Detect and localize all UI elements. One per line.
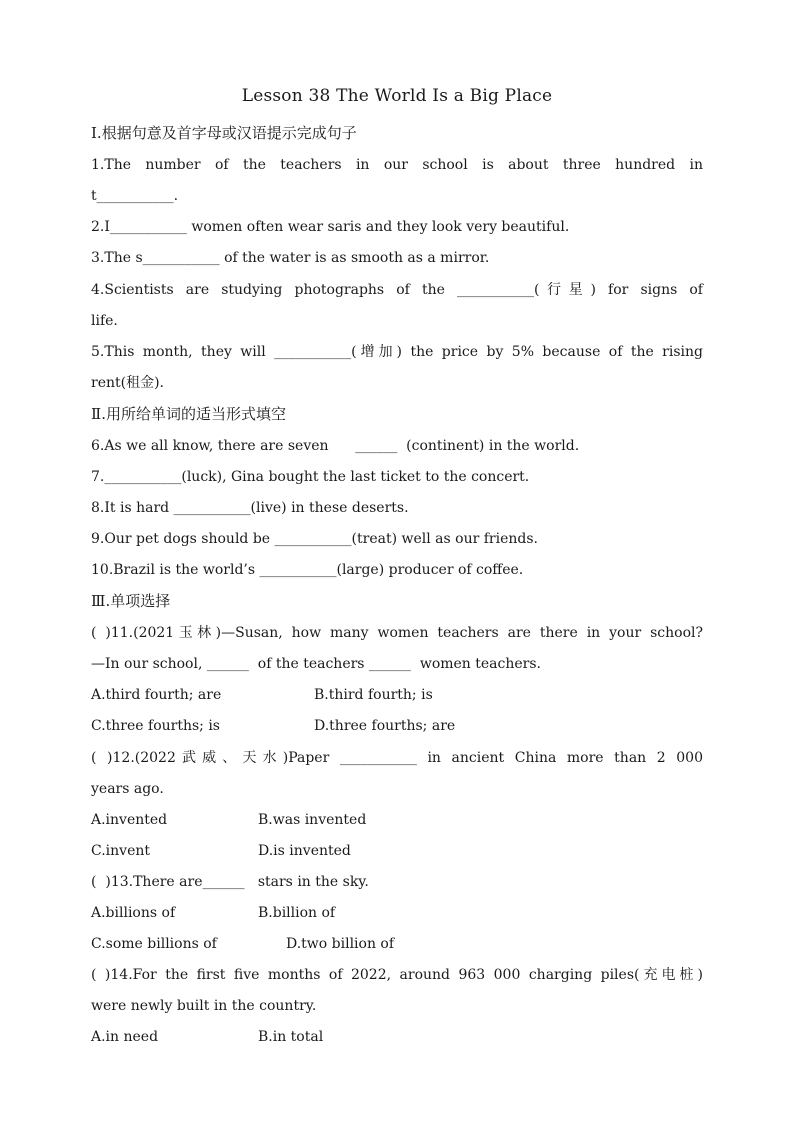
question-11-option-a: A.third fourth; are — [91, 687, 222, 703]
question-12-option-a: A.invented — [91, 812, 168, 828]
question-14-option-a: A.in need — [91, 1029, 159, 1045]
section-3-heading: Ⅲ.单项选择 — [91, 592, 171, 610]
question-11-line-2: —In our school, ______ of the teachers ______ women teachers. — [91, 656, 541, 672]
question-13-option-b: B.billion of — [258, 905, 336, 921]
question-5-line-2: rent(租金). — [91, 375, 164, 391]
question-10: 10.Brazil is the world’s ___________(large) producer of coffee. — [91, 562, 524, 578]
question-12-option-b: B.was invented — [258, 812, 367, 828]
question-14-line-2: were newly built in the country. — [91, 998, 317, 1014]
question-3: 3.The s___________ of the water is as smooth as a mirror. — [91, 250, 490, 266]
question-11-option-d: D.three fourths; are — [314, 718, 456, 734]
question-12-line-2: years ago. — [91, 781, 164, 797]
question-11-option-c: C.three fourths; is — [91, 718, 220, 734]
question-1-line-1: 1.The number of the teachers in our school is about three hundred in — [91, 157, 703, 173]
question-2: 2.I___________ women often wear saris and they look very beautiful. — [91, 219, 570, 235]
question-1-line-2: t___________. — [91, 188, 179, 204]
section-2-heading: Ⅱ.用所给单词的适当形式填空 — [91, 405, 286, 423]
question-4-line-2: life. — [91, 313, 118, 329]
section-1-heading: Ⅰ.根据句意及首字母或汉语提示完成句子 — [91, 124, 357, 142]
question-14-line-1: ( )14.For the first five months of 2022, around 963 000 charging piles(充电桩) — [91, 967, 703, 983]
question-4-line-1: 4.Scientists are studying photographs of the ___________(行星) for signs of — [91, 282, 703, 298]
question-8: 8.It is hard ___________(live) in these deserts. — [91, 500, 409, 516]
question-13-option-a: A.billions of — [91, 905, 176, 921]
question-13-line-1: ( )13.There are______ stars in the sky. — [91, 874, 369, 890]
question-11-line-1: ( )11.(2021玉林)—Susan, how many women teachers are there in your school? — [91, 625, 703, 641]
question-12-line-1: ( )12.(2022武威、天水)Paper ___________ in ancient China more than 2 000 — [91, 750, 703, 766]
question-14-option-b: B.in total — [258, 1029, 324, 1045]
page-title: Lesson 38 The World Is a Big Place — [241, 86, 553, 106]
question-7: 7.___________(luck), Gina bought the last ticket to the concert. — [91, 469, 530, 485]
question-13-option-c: C.some billions of — [91, 936, 217, 952]
question-13-option-d: D.two billion of — [286, 936, 395, 952]
question-12-option-c: C.invent — [91, 843, 150, 859]
question-12-option-d: D.is invented — [258, 843, 351, 859]
question-11-option-b: B.third fourth; is — [314, 687, 433, 703]
question-6: 6.As we all know, there are seven ______ (continent) in the world. — [91, 438, 580, 454]
question-5-line-1: 5.This month, they will ___________(增加) the price by 5% because of the rising — [91, 344, 703, 360]
question-9: 9.Our pet dogs should be ___________(treat) well as our friends. — [91, 531, 538, 547]
